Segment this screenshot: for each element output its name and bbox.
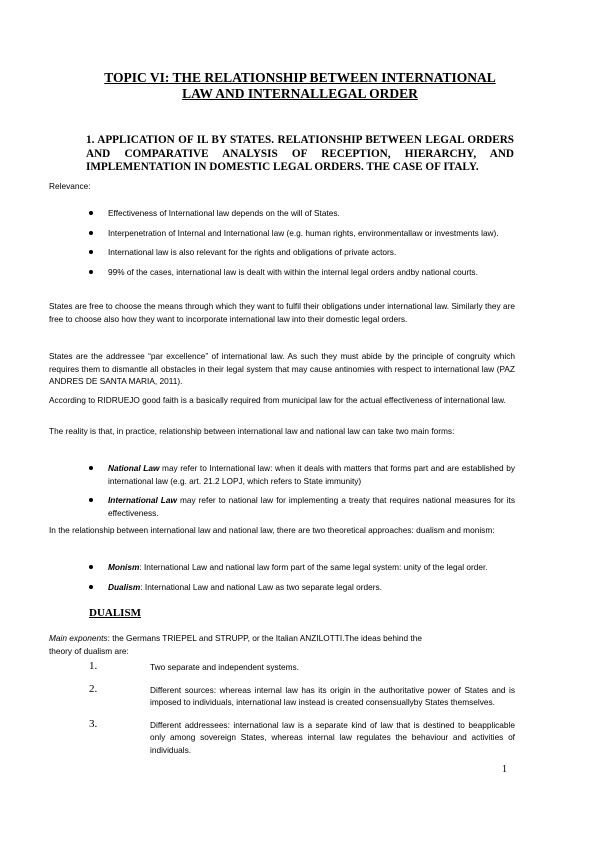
page-title	[60, 70, 540, 102]
page-number: 1	[502, 764, 507, 775]
bullet-icon	[89, 211, 93, 215]
term: National Law	[108, 463, 160, 473]
bullet-icon	[89, 585, 93, 589]
list-number: 3.	[89, 717, 98, 730]
list-number: 1.	[89, 660, 98, 672]
list-item: National Law may refer to International law: when it deals with matters that forms part and are established by international law (e.g. art. 21.2 LOPJ, which refers to State immunity)	[49, 462, 515, 487]
bullet-icon	[89, 270, 93, 274]
list-item: Dualism: International Law and national Law as two separate legal orders.	[49, 581, 515, 594]
list-number: 2.	[89, 682, 98, 695]
bullet-icon	[89, 231, 93, 235]
paragraph: According to RIDRUEJO good faith is a basically required from municipal law for the actual effectiveness of international law.	[49, 395, 506, 405]
main-exponents: Main exponents: the Germans TRIEPEL and STRUPP, or the Italian ANZILOTTI.The ideas behind the theory of dualism are:	[49, 633, 422, 656]
main-exponents-label: Main exponents	[49, 633, 108, 643]
approaches-list	[49, 561, 515, 600]
dualism-points-list	[49, 661, 515, 766]
relevance-label: Relevance:	[49, 181, 91, 191]
paragraph: The reality is that, in practice, relationship between international law and national law can take two main forms:	[49, 426, 455, 436]
list-item: 99% of the cases, international law is dealt with within the internal legal orders andby national courts.	[49, 266, 515, 279]
paragraph: In the relationship between international law and national law, there are two theoretical approaches: dualism and monism:	[49, 525, 495, 535]
bullet-icon	[89, 250, 93, 254]
relevance-list	[49, 207, 515, 285]
list-item: 3. Different addressees: international law is a separate kind of law that is destined to beapplicable only among sovereign States, whereas internal law regulates the behaviour and activities of individuals.	[89, 717, 515, 755]
dualism-heading: DUALISM	[89, 607, 141, 619]
paragraph: States are the addressee “par excellence” of international law. As such they must abide by the principle of congruity which requires them to dismantle all obstacles in their legal system that may cause antinomies with respect to international law (PAZ ANDRES DE SANTA MARIA, 2011).	[49, 351, 515, 386]
list-item: Interpenetration of Internal and International law (e.g. human rights, environmentallaw or investments law).	[49, 227, 515, 240]
paragraph: States are free to choose the means through which they want to fulfil their obligations under international law. Similarly they are free to choose also how they want to incorporate international law into their domestic legal orders.	[49, 301, 515, 324]
bullet-icon	[89, 466, 93, 470]
list-item: International law is also relevant for the rights and obligations of private actors.	[49, 246, 515, 259]
bullet-icon	[89, 565, 93, 569]
list-item: International Law may refer to national law for implementing a treaty that requires national measures for its effectiveness.	[49, 494, 515, 519]
forms-list	[49, 462, 515, 526]
title-line-1: TOPIC VI: THE RELATIONSHIP BETWEEN INTERNATIONAL	[104, 70, 496, 85]
term: International Law	[108, 495, 177, 505]
list-item: 1. Two separate and independent systems.	[89, 660, 299, 672]
section-heading: 1. APPLICATION OF IL BY STATES. RELATIONSHIP BETWEEN LEGAL ORDERS AND COMPARATIVE ANALYSIS OF RECEPTION, HIERARCHY, AND IMPLEMENTATION IN DOMESTIC LEGAL ORDERS. THE CASE OF ITALY.	[86, 134, 514, 173]
list-item: Monism: International Law and national law form part of the same legal system: unity of the legal order.	[49, 561, 515, 574]
title-line-2: LAW AND INTERNALLEGAL ORDER	[182, 86, 418, 101]
list-item: 2. Different sources: whereas internal law has its origin in the authoritative power of States and is imposed to individuals, international law instead is created consensuallyby States themselves.	[89, 682, 515, 707]
bullet-icon	[89, 498, 93, 502]
list-item: Effectiveness of International law depends on the will of States.	[49, 207, 515, 220]
term: Dualism	[108, 581, 141, 592]
term: Monism	[108, 562, 140, 572]
